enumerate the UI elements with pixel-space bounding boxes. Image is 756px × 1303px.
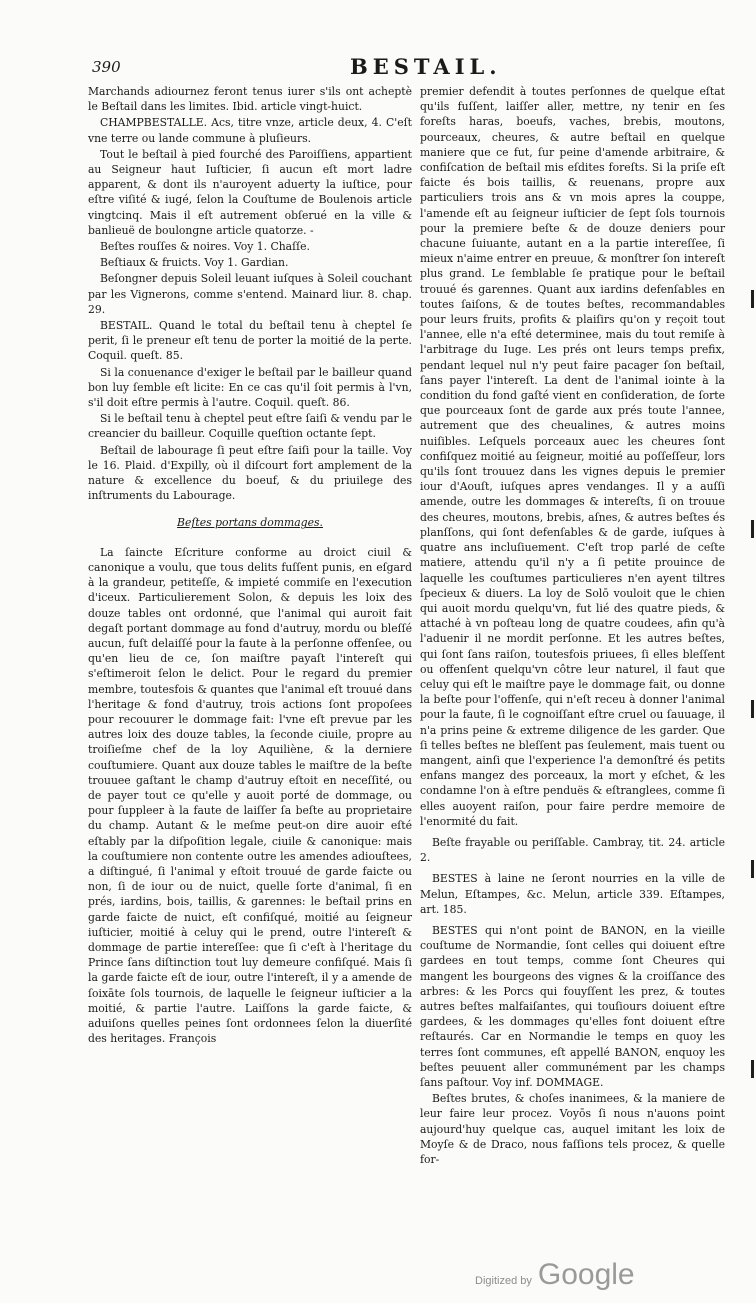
paragraph: Tout le beſtail à pied fourché des Paroiſſiens, appartient au Seigneur haut Iuſticier, ſi aucun eſt mort ladre apparent, & dont ils n'auroyent aduerty la iuſtice, pour eſtre viſité & iugé, ſelon la Couſtume de Boulenois article vingtcinq. Mais il eſt autrement obſerué en la ville & banlieuë de boulongne article quatorze. -: [88, 147, 412, 237]
paragraph: Beſongner depuis Soleil leuant iuſques à Soleil couchant par les Vignerons, comme s'entend. Mainard liur. 8. chap. 29.: [88, 272, 412, 316]
paragraph: Beſtiaux & fruicts. Voy 1. Gardian.: [100, 256, 289, 270]
edge-mark: [751, 860, 754, 878]
right-column: [420, 84, 725, 1168]
paragraph: CHAMPBESTALLE. Acs, titre vnze, article deux, 4. C'eſt vne terre ou lande commune à pluſieurs.: [88, 116, 412, 145]
paragraph: La ſaincte Eſcriture conforme au droict ciuil & canonique a voulu, que tous delits fuſſent punis, en eſgard à la grandeur, petiteſſe, & impieté commiſe en l'execution d'iceux. Particulierement Solon, & depuis les loix des douze tables ont ordonné, que l'animal qui auroit fait degaſt portant dommage au fond d'autruy, mordu ou bleſſé aucun, fuſt delaiſſé pour la faute à la perſonne offenſee, ou qu'en lieu de ce, ſon maiſtre payaſt l'intereſt qui s'eſtimeroit ſelon le delict. Pour le regard du premier membre, toutesfois & quantes que l'animal eſt trouué dans l'heritage & fond d'autruy, trois actions ſont propoſees pour recouurer le dommage fait: l'vne eſt prevue par les autres loix des douze tables, la ſeconde ciuile, propre au troiſieſme chef de la loy Aquiliène, & la derniere couſtumiere. Quant aux douze tables le maiſtre de la beſte trouuee gaſtant le champ d'autruy eſtoit en neceſſité, ou de payer tout ce qu'elle y auoit porté de dommage, ou pour ſuppleer à la faute de laiſſer ſa beſte au proprietaire du champ. Autant & le meſme peut-on dire auoir eſté eſtably par la diſpoſition legale, ciuile & canonique: mais la couſtumiere non contente outre les amendes adiouſtees, a diſtingué, ſi l'animal y eſtoit trouué de garde faicte ou non, ſi de iour ou de nuict, quelle ſorte d'animal, ſi en prés, iardins, bois, taillis, & garennes: le beſtail prins en garde faicte de nuict, eſt confiſqué, moitié au ſeigneur iuſticier, moitié à celuy qui le prend, outre l'intereſt & dommage de partie intereſſee: que ſi c'eſt à l'heritage du Prince ſans diſtinction tout luy demeure confiſqué. Mais ſi la garde faicte eſt de iour, outre l'intereſt, il y a amende de ſoixāte ſols tournois, de laquelle le ſeigneur iuſticier a la moitié, & partie l'autre. Laiſſons la garde faicte, & aduiſons quelles peines ſont ordonnees ſelon la diuerſité des heritages. François: [88, 545, 412, 1046]
page-number: 390: [92, 58, 121, 76]
paragraph: Beſtes rouſſes & noires. Voy 1. Chaſſe.: [100, 240, 310, 254]
scan-edge-marks: [748, 0, 754, 1303]
google-logo: Google: [537, 1258, 635, 1291]
left-column: [88, 84, 412, 1047]
paragraph: Si la conuenance d'exiger le beſtail par le bailleur quand bon luy ſemble eſt licite: En ce cas qu'il ſoit permis à l'vn, s'il doit eſtre permis à l'autre. Coquil. queſt. 86.: [88, 365, 412, 410]
paragraph: Beſtes brutes, & choſes inanimees, & la maniere de leur faire leur procez. Voyōs ſi nous n'auons point aujourd'huy quelque cas, auquel imitant les loix de Moyſe & de Draco, nous faſſions tels procez, & quelle for-: [420, 1092, 725, 1167]
edge-mark: [751, 700, 754, 718]
paragraph: Beſtail de labourage ſi peut eſtre ſaiſi pour la taille. Voy le 16. Plaid. d'Expilly, où il diſcourt fort amplement de la nature & excellence du boeuf, & du priuilege des inſtruments du Labourage.: [88, 443, 412, 503]
paragraph: BESTES à laine ne ſeront nourries en la ville de Melun, Eſtampes, &c. Melun, article 339. Eſtampes, art. 185.: [420, 872, 725, 916]
paragraph: premier defendit à toutes perſonnes de quelque eſtat qu'ils fuſſent, laiſſer aller, mettre, ny tenir en ſes foreſts haras, boeufs, vaches, brebis, moutons, pourceaux, cheures, & autre beſtail en quelque maniere que ce fut, ſur peine d'amende arbitraire, & confiſcation de beſtail mis eſdites foreſts. Si la priſe eſt faicte és bois taillis, & reuenans, propre aux particuliers trois ans & vn mois apres la couppe, l'amende eſt au ſeigneur iuſticier de ſept ſols tournois pour la premiere beſte & de douze deniers pour chacune ſuiuante, autant en a la partie intereſſee, ſi mieux n'aime entrer en preuue, & monſtrer ſon intereſt plus grand. Le ſemblable ſe pratique pour le beſtail trouué és garennes. Quant aux iardins defenſables en toutes ſaiſons, & de toutes beſtes, recommandables pour leurs fruits, profits & plaiſirs qu'on y reçoit tout l'annee, elle n'a eſté determinee, mais du tout remiſe à l'arbitrage du Iuge. Les prés ont leurs temps prefix, pendant lequel nul n'y peut faire pacager ſon beſtail, ſans payer l'intereſt. La dent de l'animal iointe à la condition du fond gaſté vient en conſideration, de ſorte que pourceaux ſont de garde aux prés toute l'annee, autrement que des cheualines, & autres moins nuiſibles. Leſquels porceaux auec les cheures ſont confiſquez moitié au ſeigneur, moitié au poſſeſſeur, lors qu'ils ſont trouuez dans les vignes depuis le premier iour d'Aouſt, iuſques apres vendanges. Il y a auſſi amende, outre les dommages & intereſts, ſi on trouue des cheures, moutons, brebis, aſnes, & autres beſtes és planſſons, qui ſont defenſables & de garde, iuſques à quatre ans incluſiuement. C'eſt trop parlé de ceſte matiere, attendu qu'il n'y a ſi petite prouince de laquelle les couſtumes particulieres n'en ayent tiltres ſpecieux & diuers. La loy de Solō vouloit que le chien qui auoit mordu quelqu'vn, fut lié des quatre pieds, & attaché à vn poſteau long de quatre coudees, afin qu'à l'aduenir il ne mordit perſonne. Et les autres beſtes, qui ſont ſans raiſon, toutesfois priuees, ſi elles bleſſent ou offenſent quelqu'vn côtre leur naturel, il faut que celuy qui eſt le maiſtre paye le dommage fait, ou donne la beſte pour l'offenſe, qui n'eſt receu à donner l'animal pour la faute, ſi le cognoiſſant eſtre cruel ou ſauuage, il n'a prins peine & extreme diligence de les garder. Que ſi telles beſtes ne bleſſent pas ſeulement, mais tuent ou mangent, ainſi que l'experience l'a demonſtré és petits enfans mangez des porceaux, la mort y eſchet, & les condamne l'on à eſtre penduës & eſtranglees, comme ſi elles auoyent raiſon, pour faire perdre memoire de l'enormité du fait.: [420, 85, 725, 828]
paragraph: Beſte frayable ou periſſable. Cambray, tit. 24. article 2.: [420, 835, 725, 865]
section-heading: Beſtes portans dommages.: [177, 516, 323, 530]
paragraph: BESTAIL. Quand le total du beſtail tenu à cheptel ſe perit, ſi le preneur eſt tenu de porter la moitié de la perte. Coquil. queſt. 85.: [88, 319, 412, 363]
running-title: BESTAIL.: [350, 54, 502, 79]
paragraph: BESTES qui n'ont point de BANON, en la vieille couſtume de Normandie, ſont celles qui doiuent eſtre gardees en tout temps, comme ſont Cheures qui mangent les bourgeons des vignes & la croiſſance des arbres: & les Porcs qui fouyſſent les prez, & toutes autres beſtes malfaiſantes, qui touſiours doiuent eſtre gardees, & les dommages qu'elles font doiuent eſtre reſtaurés. Car en Normandie le temps en quoy les terres ſont communes, eſt appellé BANON, enquoy les beſtes peuuent aller communément par les champs ſans paſtour. Voy inf. DOMMAGE.: [420, 923, 725, 1089]
edge-mark: [751, 1060, 754, 1078]
edge-mark: [751, 520, 754, 538]
paragraph: Si le beſtail tenu à cheptel peut eſtre ſaiſi & vendu par le creancier du bailleur. Coquille queſtion octante ſept.: [88, 412, 412, 441]
digitized-watermark: [475, 1258, 635, 1292]
watermark-prefix: Digitized by: [475, 1275, 532, 1287]
edge-mark: [751, 290, 754, 308]
paragraph: Marchands adiournez feront tenus iurer s'ils ont acheptè le Beſtail dans les limites. Ibid. article vingt-huict.: [88, 85, 412, 114]
